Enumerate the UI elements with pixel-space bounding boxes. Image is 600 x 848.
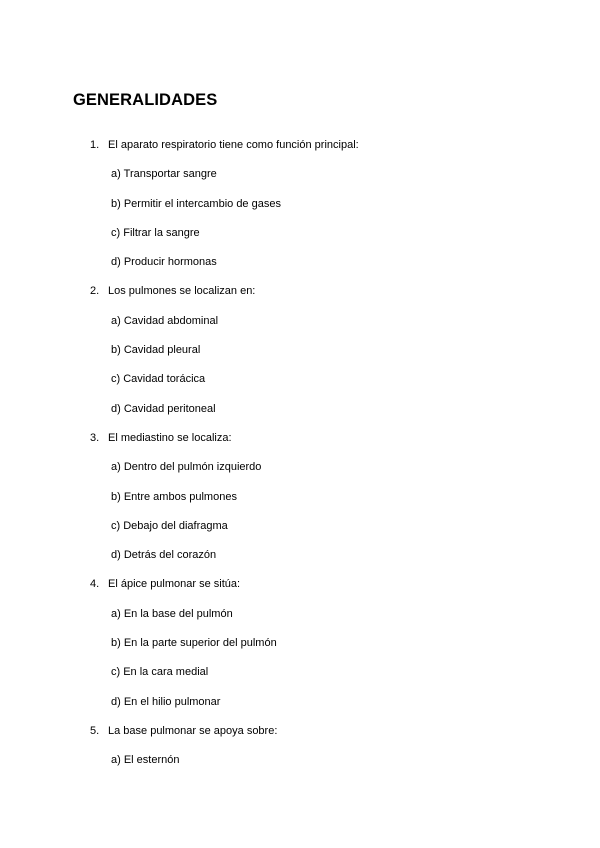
option-item <box>0 255 600 284</box>
option-item <box>0 665 600 694</box>
option-text: c) Filtrar la sangre <box>111 226 200 239</box>
option-item <box>0 343 600 372</box>
question-number: 2. <box>90 285 100 298</box>
option-text: c) En la cara medial <box>111 666 209 679</box>
question-line <box>0 577 600 606</box>
question-line <box>0 138 600 167</box>
option-text: d) Detrás del corazón <box>111 549 217 562</box>
question-text: El mediastino se localiza: <box>108 431 232 444</box>
option-item <box>0 372 600 401</box>
question-line <box>0 284 600 313</box>
question-number: 5. <box>90 724 100 737</box>
option-item <box>0 402 600 431</box>
question-text: El ápice pulmonar se sitúa: <box>108 578 241 591</box>
option-item <box>0 167 600 196</box>
question-text: Los pulmones se localizan en: <box>108 285 256 298</box>
option-text: a) En la base del pulmón <box>111 607 233 620</box>
option-text: c) Debajo del diafragma <box>111 519 228 532</box>
option-item <box>0 490 600 519</box>
option-text: a) Dentro del pulmón izquierdo <box>111 461 262 474</box>
option-text: a) El esternón <box>111 754 180 767</box>
option-list <box>0 753 600 782</box>
option-item <box>0 519 600 548</box>
option-item <box>0 753 600 782</box>
option-item <box>0 197 600 226</box>
question-number: 1. <box>90 139 100 151</box>
question-text: El aparato respiratorio tiene como función principal: <box>108 139 359 151</box>
option-text: d) Cavidad peritoneal <box>111 402 216 415</box>
option-item <box>0 226 600 255</box>
option-text: c) Cavidad torácica <box>111 373 206 386</box>
option-text: b) Permitir el intercambio de gases <box>111 197 281 210</box>
question-line <box>0 431 600 460</box>
question-number: 4. <box>90 578 100 591</box>
option-item <box>0 460 600 489</box>
option-text: a) Transportar sangre <box>111 168 217 181</box>
question-2 <box>0 284 600 430</box>
option-list <box>0 460 600 577</box>
question-3 <box>0 431 600 577</box>
option-item <box>0 636 600 665</box>
option-item <box>0 314 600 343</box>
option-list <box>0 607 600 724</box>
question-text: La base pulmonar se apoya sobre: <box>108 724 278 737</box>
page-title: GENERALIDADES <box>73 91 218 109</box>
question-1 <box>0 138 600 284</box>
question-line <box>0 724 600 753</box>
option-item <box>0 548 600 577</box>
option-text: b) Entre ambos pulmones <box>111 490 237 503</box>
option-text: b) Cavidad pleural <box>111 344 201 357</box>
option-list <box>0 167 600 284</box>
question-4 <box>0 577 600 723</box>
option-text: d) En el hilio pulmonar <box>111 695 221 708</box>
option-item <box>0 695 600 724</box>
question-list <box>0 138 600 783</box>
option-item <box>0 607 600 636</box>
option-text: a) Cavidad abdominal <box>111 314 219 327</box>
question-number: 3. <box>90 431 100 444</box>
option-text: b) En la parte superior del pulmón <box>111 637 277 650</box>
option-list <box>0 314 600 431</box>
question-5 <box>0 724 600 783</box>
option-text: d) Producir hormonas <box>111 256 217 269</box>
